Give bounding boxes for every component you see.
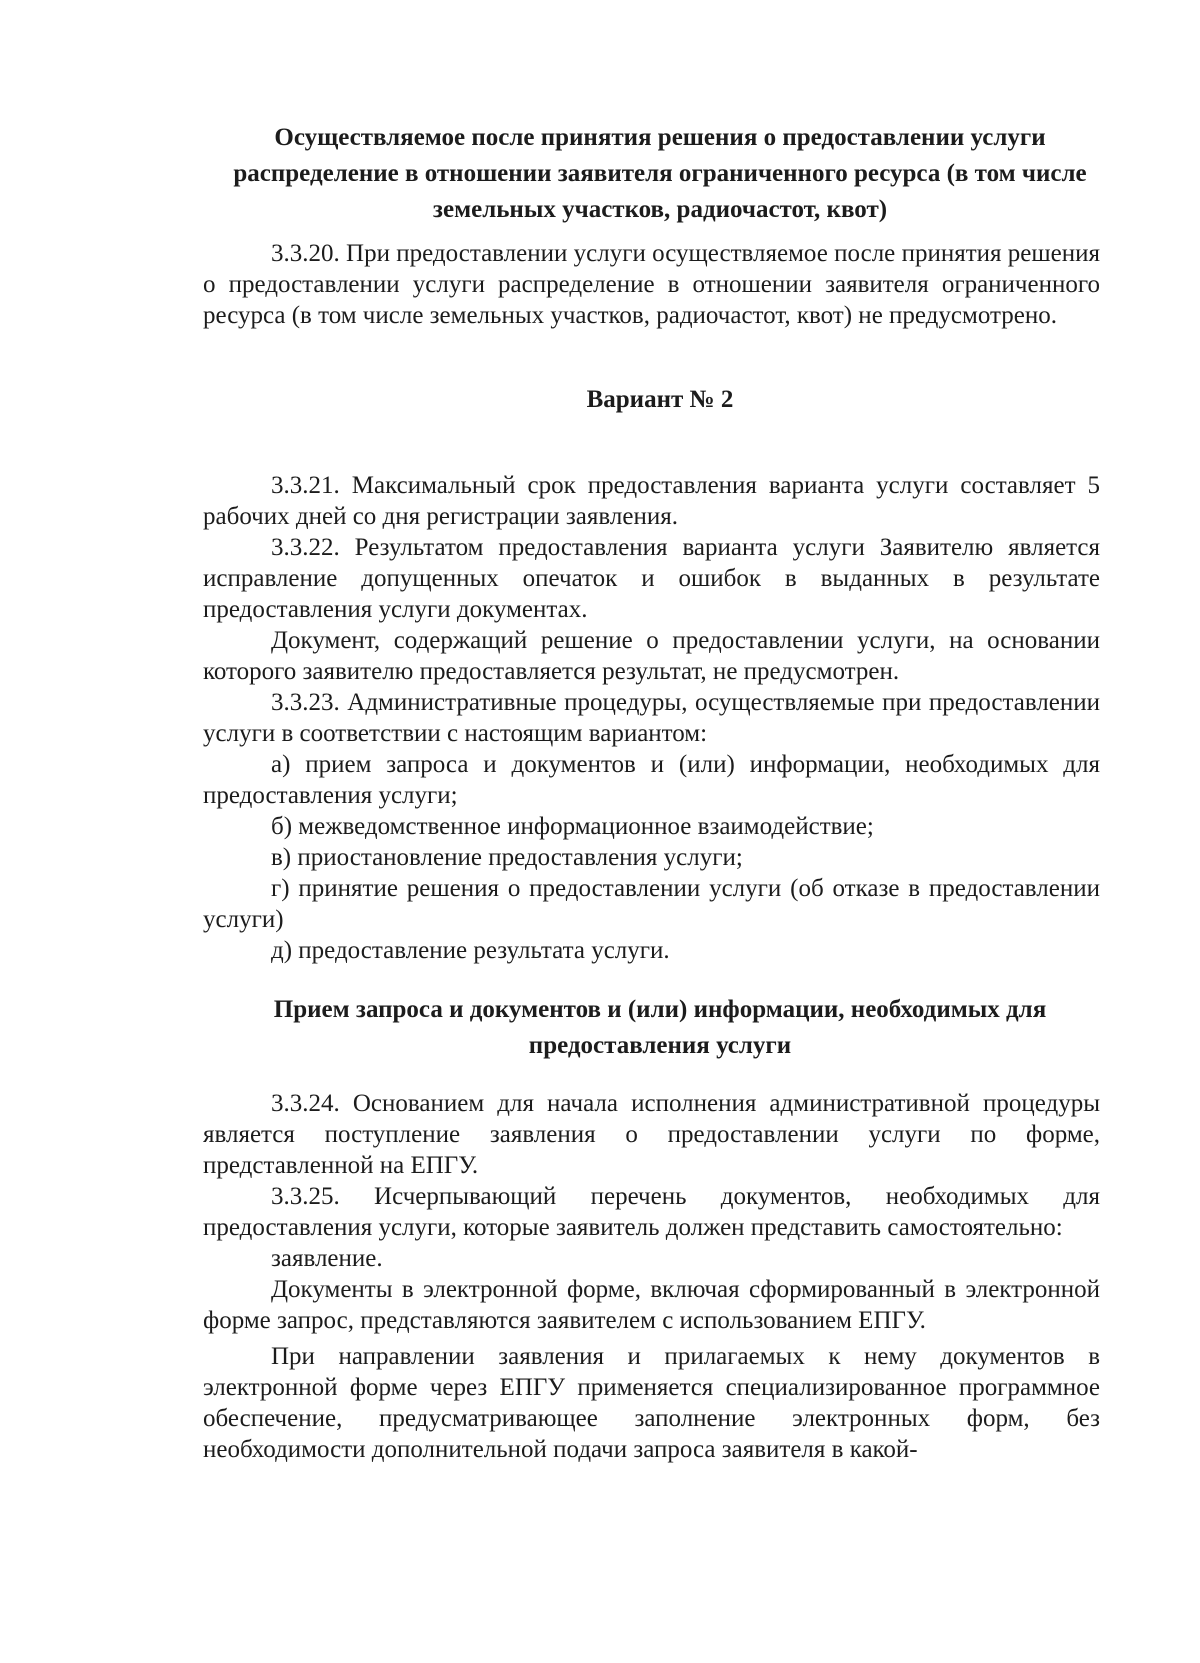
- section-heading-request-reception: Прием запроса и документов и (или) информации, необходимых для предоставления услуги: [273, 996, 1047, 1059]
- paragraph-3-3-21: 3.3.21. Максимальный срок предоставления варианта услуги составляет 5 рабочих дней со дня регистрации заявления.: [203, 472, 1100, 530]
- list-item: д) предоставление результата услуги.: [271, 937, 670, 964]
- list-item: б) межведомственное информационное взаимодействие;: [271, 813, 874, 840]
- list-item: г) принятие решения о предоставлении услуги (об отказе в предоставлении услуги): [203, 875, 1100, 933]
- paragraph-3-3-22: 3.3.22. Результатом предоставления варианта услуги Заявителю является исправление допущенных опечаток и ошибок в выданных в результате предоставления услуги документах.: [203, 534, 1100, 623]
- list-item: в) приостановление предоставления услуги;: [271, 844, 743, 871]
- section-heading-variant-2: Вариант № 2: [586, 386, 734, 413]
- paragraph-3-3-24: 3.3.24. Основанием для начала исполнения административной процедуры является поступление заявления о предоставлении услуги по форме, представленной на ЕПГУ.: [203, 1090, 1100, 1179]
- paragraph-3-3-20: 3.3.20. При предоставлении услуги осуществляемое после принятия решения о предоставлении услуги распределение в отношении заявителя ограниченного ресурса (в том числе земельных участков, радиочастот, квот) не предусмотрено.: [203, 240, 1100, 329]
- section-request-reception-body: [203, 1088, 1100, 1465]
- paragraph-3-3-25: 3.3.25. Исчерпывающий перечень документов, необходимых для предоставления услуги, которые заявитель должен представить самостоятельно:: [203, 1183, 1100, 1241]
- paragraph-electronic-documents: Документы в электронной форме, включая сформированный в электронной форме запрос, представляются заявителем с использованием ЕПГУ.: [203, 1276, 1100, 1334]
- paragraph-application: заявление.: [271, 1245, 383, 1272]
- section-3-3-20: [203, 238, 1100, 331]
- paragraph-epgu-submission: При направлении заявления и прилагаемых к нему документов в электронной форме через ЕПГУ применяется специализированное программное обеспечение, предусматривающее заполнение электронных форм, без необходимости дополнительной подачи запроса заявителя в какой-: [203, 1343, 1100, 1463]
- section-variant-2-body: [203, 470, 1100, 966]
- paragraph-document-result: Документ, содержащий решение о предоставлении услуги, на основании которого заявителю предоставляется результат, не предусмотрен.: [203, 627, 1100, 685]
- list-item: а) прием запроса и документов и (или) информации, необходимых для предоставления услуги;: [203, 751, 1100, 809]
- paragraph-3-3-23: 3.3.23. Административные процедуры, осуществляемые при предоставлении услуги в соответствии с настоящим вариантом:: [203, 689, 1100, 747]
- section-heading-resource-distribution: Осуществляемое после принятия решения о предоставлении услуги распределение в отношении заявителя ограниченного ресурса (в том числе земельных участков, радиочастот, квот): [233, 124, 1087, 223]
